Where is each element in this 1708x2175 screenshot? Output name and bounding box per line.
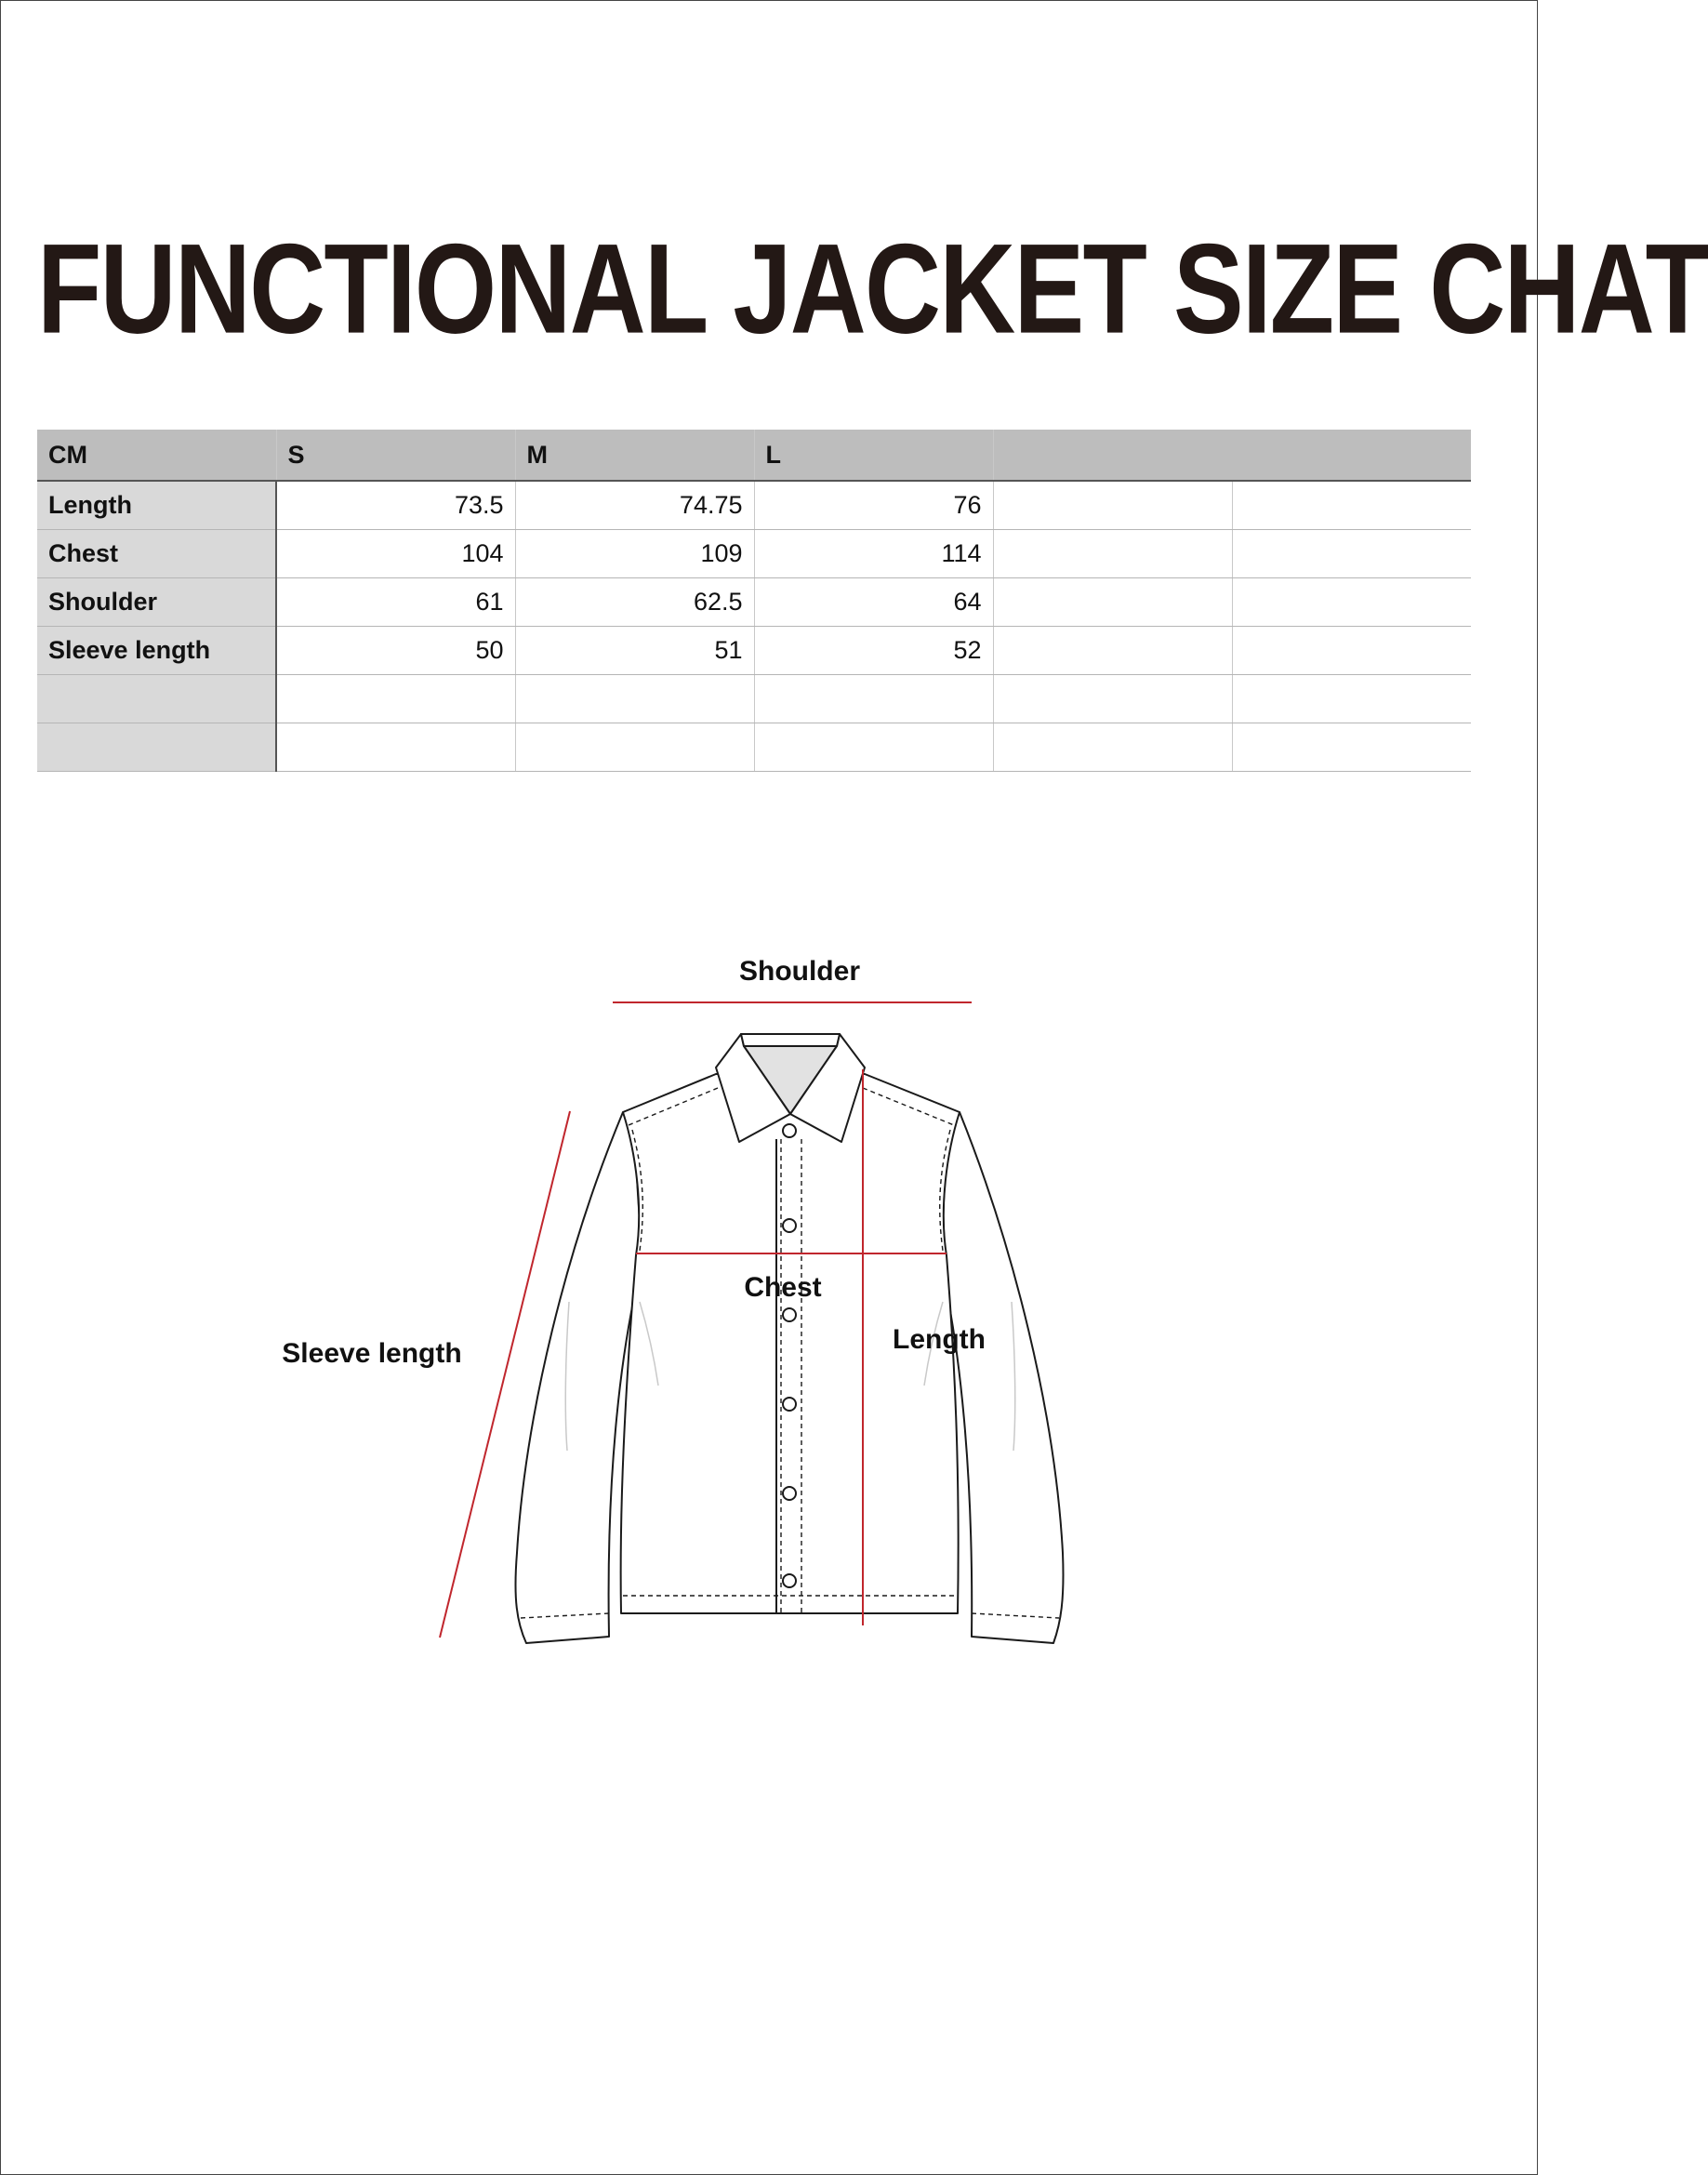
cell-value: 109: [515, 529, 754, 577]
row-label: Sleeve length: [37, 626, 276, 674]
button: [783, 1398, 796, 1411]
button: [783, 1219, 796, 1232]
length-label: Length: [893, 1324, 986, 1355]
button: [783, 1574, 796, 1587]
cell-value: 52: [754, 626, 993, 674]
header-unit: CM: [37, 430, 276, 481]
cell-value: 51: [515, 626, 754, 674]
chest-label: Chest: [744, 1272, 822, 1303]
button: [783, 1308, 796, 1321]
header-size-l: L: [754, 430, 993, 481]
cell-value: 74.75: [515, 481, 754, 529]
cell-value: 62.5: [515, 577, 754, 626]
page-title: FUNCTIONAL JACKET SIZE CHAT: [37, 217, 1708, 360]
cell-value: 76: [754, 481, 993, 529]
cell-value: 104: [276, 529, 515, 577]
header-size-m: M: [515, 430, 754, 481]
sleeve-length-label: Sleeve length: [282, 1338, 462, 1369]
right-sleeve: [941, 1112, 1064, 1643]
cell-value: 114: [754, 529, 993, 577]
cell-value: 61: [276, 577, 515, 626]
row-label: Chest: [37, 529, 276, 577]
button: [783, 1124, 796, 1137]
cell-value: 73.5: [276, 481, 515, 529]
header-size-s: S: [276, 430, 515, 481]
collar-band: [741, 1034, 840, 1046]
cell-value: 64: [754, 577, 993, 626]
cell-value: 50: [276, 626, 515, 674]
row-label: Shoulder: [37, 577, 276, 626]
row-label: Length: [37, 481, 276, 529]
button: [783, 1487, 796, 1500]
shoulder-label: Shoulder: [738, 956, 861, 987]
